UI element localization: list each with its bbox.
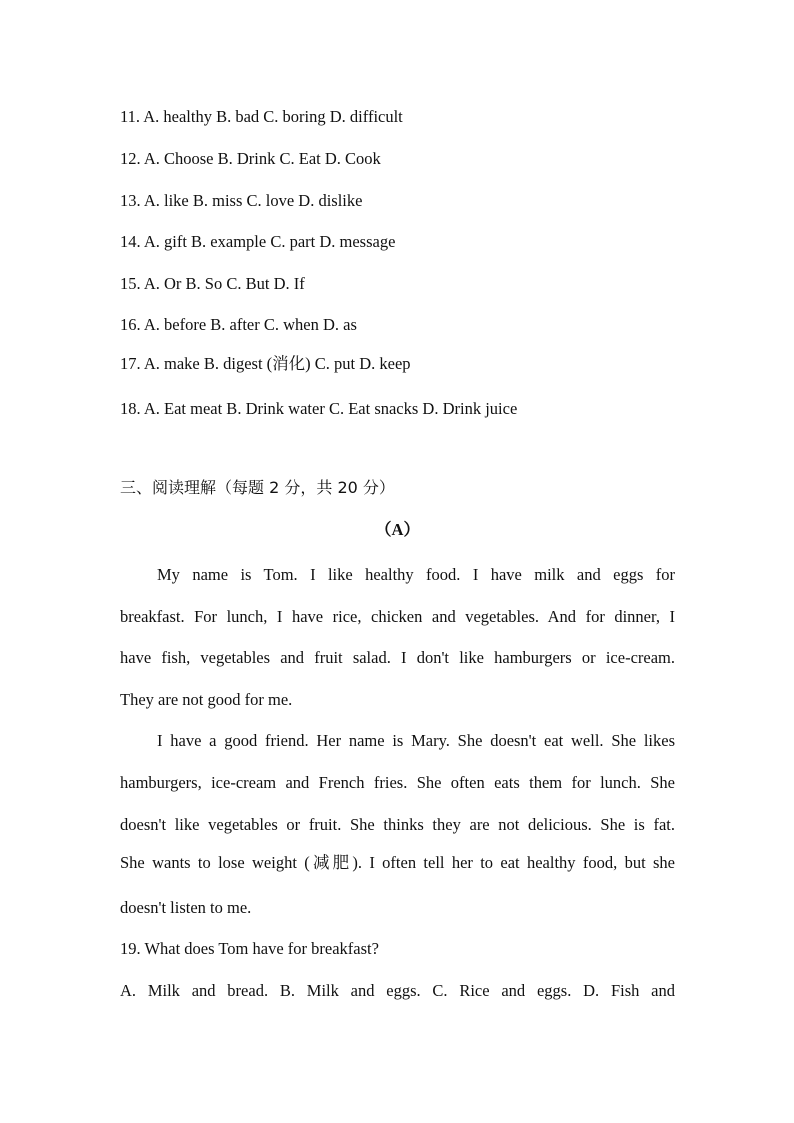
choice-line-18: 18. A. Eat meat B. Drink water C. Eat snacks D. Drink juice xyxy=(120,399,518,418)
question-19: 19. What does Tom have for breakfast? xyxy=(120,939,379,958)
passage-line: I have a good friend. Her name is Mary. She doesn't eat well. She likes xyxy=(157,731,675,750)
choice-line-15: 15. A. Or B. So C. But D. If xyxy=(120,274,305,293)
choice-line-14: 14. A. gift B. example C. part D. message xyxy=(120,232,396,251)
answer-options-19: A. Milk and bread. B. Milk and eggs. C. Rice and eggs. D. Fish and xyxy=(120,981,675,1000)
passage-line: doesn't listen to me. xyxy=(120,898,252,917)
choice-line-12: 12. A. Choose B. Drink C. Eat D. Cook xyxy=(120,149,381,168)
choice-line-13: 13. A. like B. miss C. love D. dislike xyxy=(120,191,363,210)
passage-line: She wants to lose weight (减肥). I often tell her to eat healthy food, but she xyxy=(120,853,675,872)
passage-line: have fish, vegetables and fruit salad. I don't like hamburgers or ice-cream. xyxy=(120,648,675,667)
passage-line: They are not good for me. xyxy=(120,690,293,709)
section-heading: 三、阅读理解（每题 2 分，共 20 分） xyxy=(120,478,395,497)
choice-line-17: 17. A. make B. digest (消化) C. put D. keep xyxy=(120,354,411,373)
passage-line: doesn't like vegetables or fruit. She thinks they are not delicious. She is fat. xyxy=(120,815,675,834)
passage-line: hamburgers, ice-cream and French fries. She often eats them for lunch. She xyxy=(120,773,675,792)
passage-line: breakfast. For lunch, I have rice, chicken and vegetables. And for dinner, I xyxy=(120,607,675,626)
passage-title: （A） xyxy=(375,520,420,539)
choice-line-16: 16. A. before B. after C. when D. as xyxy=(120,315,357,334)
passage-line: My name is Tom. I like healthy food. I have milk and eggs for xyxy=(157,565,675,584)
choice-line-11: 11. A. healthy B. bad C. boring D. difficult xyxy=(120,107,403,126)
